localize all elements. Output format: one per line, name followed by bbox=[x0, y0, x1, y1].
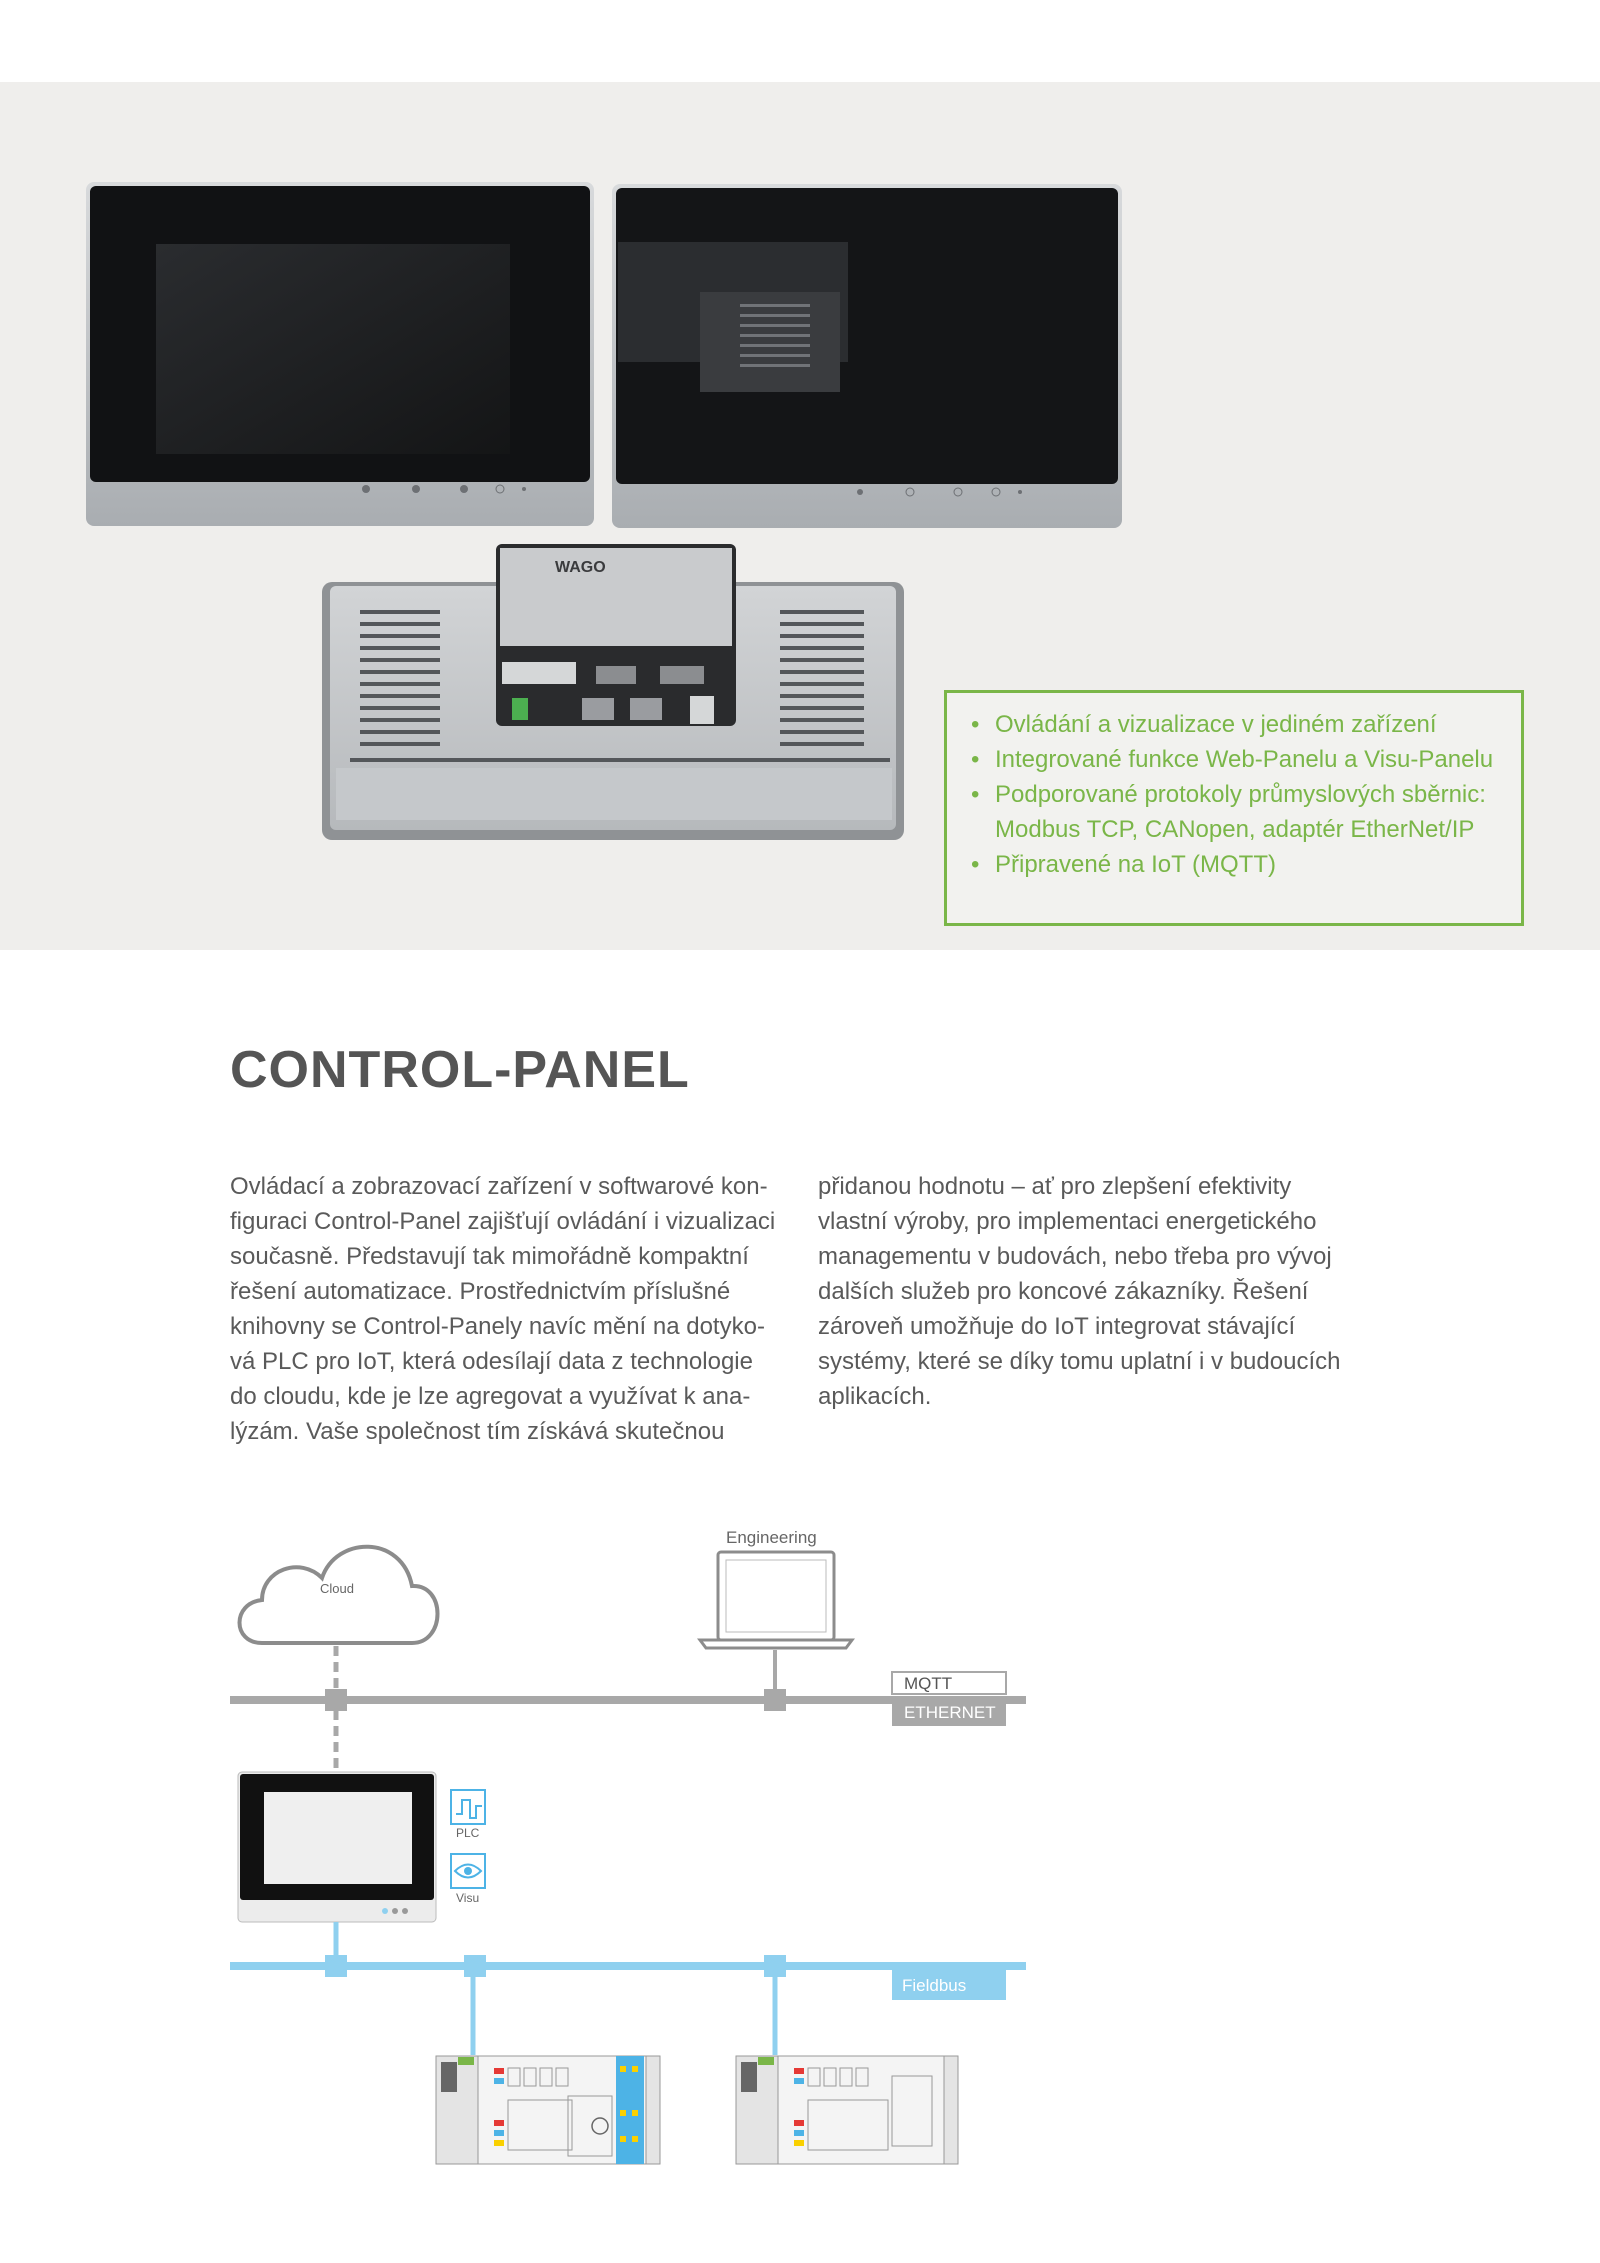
fieldbus-node bbox=[325, 1955, 347, 1977]
text-line: do cloudu, kde je lze agregovat a využívat k ana- bbox=[230, 1383, 751, 1410]
feature-item: • Podporované protokoly průmyslových sběrnic: Modbus TCP, CANopen, adaptér EtherNet/IP bbox=[969, 777, 1499, 847]
visu-label: Visu bbox=[456, 1891, 480, 1905]
text-line: managementu v budovách, nebo třeba pro vývoj bbox=[818, 1243, 1332, 1270]
feature-item: • Připravené na IoT (MQTT) bbox=[969, 847, 1499, 882]
feature-list bbox=[969, 707, 1499, 882]
section-title: CONTROL-PANEL bbox=[230, 1041, 690, 1099]
cloud-label: Cloud bbox=[320, 1581, 354, 1596]
fieldbus-label: Fieldbus bbox=[902, 1976, 967, 1995]
text-line: Ovládací a zobrazovací zařízení v softwarové kon- bbox=[230, 1173, 768, 1200]
text-line: řešení automatizace. Prostřednictvím příslušné bbox=[230, 1278, 731, 1305]
text-line: zároveň umožňuje do IoT integrovat stávající bbox=[818, 1313, 1296, 1340]
text-line: vlastní výroby, pro implementaci energetického bbox=[818, 1208, 1317, 1235]
ethernet-node bbox=[325, 1689, 347, 1711]
network-diagram bbox=[0, 1500, 1600, 2200]
text-line: současně. Představují tak mimořádně kompaktní bbox=[230, 1243, 749, 1270]
engineering-label: Engineering bbox=[726, 1528, 817, 1547]
text-line: dalších služeb pro koncové zákazníky. Řešení bbox=[818, 1278, 1309, 1305]
plc-label: PLC bbox=[456, 1826, 480, 1840]
body-column-right bbox=[818, 1169, 1378, 1414]
feature-item: • Integrované funkce Web-Panelu a Visu-Panelu bbox=[969, 742, 1499, 777]
text-line: aplikacích. bbox=[818, 1383, 932, 1410]
panel-front-right bbox=[612, 184, 1122, 528]
io-module bbox=[736, 2056, 958, 2164]
body-column-left bbox=[230, 1169, 790, 1449]
text-line: lýzám. Vaše společnost tím získává skutečnou bbox=[230, 1418, 725, 1445]
feature-item: • Ovládání a vizualizace v jediném zařízení bbox=[969, 707, 1499, 742]
feature-callout bbox=[944, 690, 1524, 926]
text-line: vá PLC pro IoT, která odesílají data z technologie bbox=[230, 1348, 753, 1375]
control-panel-icon bbox=[238, 1772, 436, 1922]
panel-back bbox=[322, 544, 904, 840]
text-line: knihovny se Control-Panely navíc mění na dotyko- bbox=[230, 1313, 765, 1340]
text-line: figuraci Control-Panel zajišťují ovládání i vizualizaci bbox=[230, 1208, 776, 1235]
text-line: systémy, které se díky tomu uplatní i v budoucích bbox=[818, 1348, 1341, 1375]
panel-front-left bbox=[86, 182, 594, 526]
fieldbus-bus bbox=[230, 1962, 1026, 1970]
mqtt-label: MQTT bbox=[904, 1674, 953, 1693]
text-line: přidanou hodnotu – ať pro zlepšení efektivity bbox=[818, 1173, 1292, 1200]
wago-logo: WAGO bbox=[555, 559, 606, 576]
plc-icon bbox=[451, 1790, 485, 1824]
io-module bbox=[436, 2056, 660, 2164]
hero-section bbox=[0, 82, 1600, 950]
visu-eye-icon bbox=[451, 1854, 485, 1888]
laptop-icon bbox=[700, 1552, 852, 1648]
ethernet-label: ETHERNET bbox=[904, 1703, 996, 1722]
